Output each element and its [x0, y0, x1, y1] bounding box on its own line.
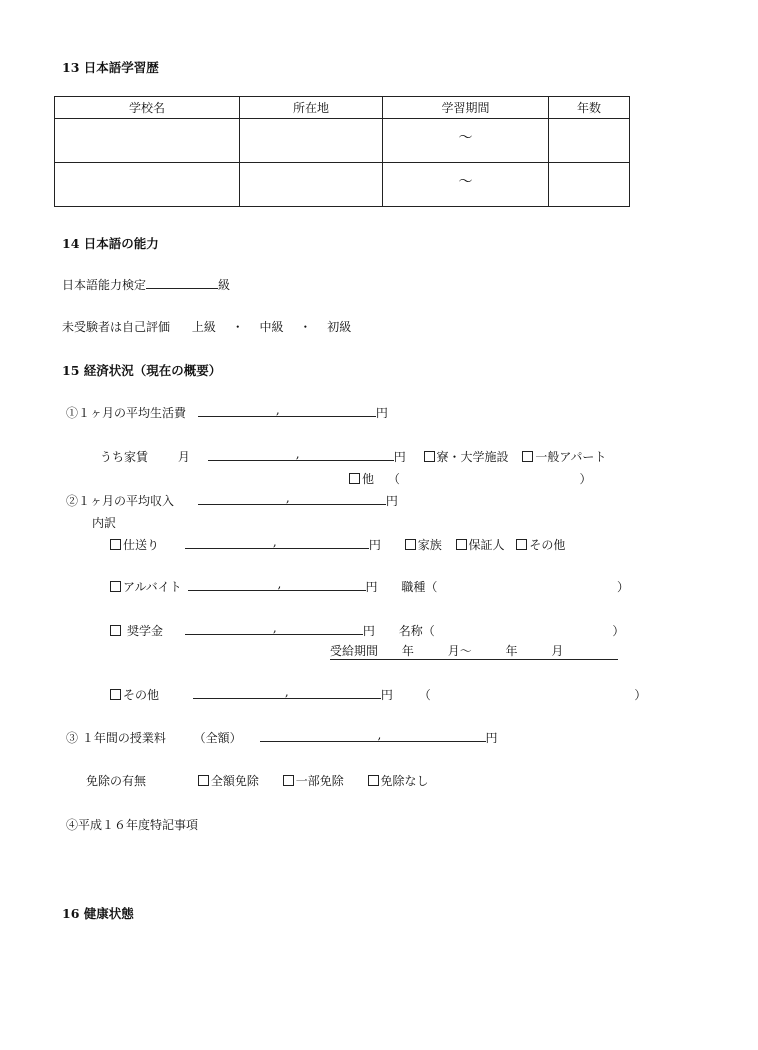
- comma: ,: [284, 685, 289, 699]
- level-intermediate[interactable]: 中級: [259, 320, 284, 334]
- exemption-row: [86, 772, 429, 789]
- family-label: 家族: [417, 538, 442, 552]
- period-cell[interactable]: [383, 119, 549, 163]
- parttime-row: [110, 578, 629, 595]
- family-checkbox[interactable]: [405, 539, 416, 550]
- full-exempt-checkbox[interactable]: [198, 775, 209, 786]
- yen-unit: 円: [385, 494, 398, 508]
- level-advanced[interactable]: 上級: [191, 320, 216, 334]
- jlpt-label: 日本語能力検定: [62, 278, 147, 292]
- job-type-label: 職種（: [401, 580, 438, 594]
- special-notes-field[interactable]: [90, 836, 690, 896]
- period-tilde: ～: [458, 130, 473, 146]
- section-13-heading: 13 日本語学習歴: [62, 60, 159, 75]
- period-label: 受給期間: [330, 644, 379, 658]
- close-paren: ）: [634, 688, 647, 702]
- open-paren: （: [418, 688, 431, 702]
- apartment-checkbox[interactable]: [522, 451, 533, 462]
- apartment-label: 一般アパート: [535, 450, 607, 464]
- yen-unit: 円: [362, 624, 375, 638]
- exemption-label: 免除の有無: [86, 774, 147, 788]
- period-cell[interactable]: [383, 163, 549, 207]
- self-eval-label: 未受験者は自己評価: [62, 320, 171, 334]
- scholarship-name-label: 名称（: [398, 624, 435, 638]
- yen-unit: 円: [485, 731, 498, 745]
- jlpt-unit: 級: [218, 278, 231, 292]
- tuition-row: [66, 729, 498, 746]
- scholarship-period-row: [330, 642, 618, 660]
- school-cell[interactable]: [55, 119, 240, 163]
- income-label: ②１ヶ月の平均収入: [66, 494, 175, 508]
- parttime-label: アルバイト: [123, 580, 182, 594]
- col-years: 年数: [549, 97, 630, 119]
- partial-exempt-label: 一部免除: [295, 774, 344, 788]
- full-exempt-label: 全額免除: [210, 774, 259, 788]
- remittance-row: [110, 536, 565, 553]
- yen-unit: 円: [375, 406, 388, 420]
- location-cell[interactable]: [240, 163, 383, 207]
- scholarship-row: [110, 622, 624, 639]
- guarantor-checkbox[interactable]: [456, 539, 467, 550]
- yen-unit: 円: [380, 688, 393, 702]
- comma: ,: [295, 447, 300, 461]
- living-cost-row: [66, 404, 388, 421]
- other-income-label: その他: [123, 688, 160, 702]
- period-year: 年: [401, 644, 414, 658]
- comma: ,: [285, 491, 290, 505]
- other-housing-checkbox[interactable]: [349, 473, 360, 484]
- comma: ,: [377, 728, 382, 742]
- location-cell[interactable]: [240, 119, 383, 163]
- other-income-checkbox[interactable]: [110, 689, 121, 700]
- school-cell[interactable]: [55, 163, 240, 207]
- comma: ,: [275, 403, 280, 417]
- comma: ,: [277, 577, 282, 591]
- dorm-label: 寮・大学施設: [436, 450, 509, 464]
- dorm-checkbox[interactable]: [424, 451, 435, 462]
- self-eval-row: [62, 318, 351, 335]
- yen-unit: 円: [365, 580, 378, 594]
- comma: ,: [272, 535, 277, 549]
- table-row: [55, 119, 630, 163]
- tuition-field[interactable]: [260, 729, 486, 742]
- month-label: 月: [177, 450, 190, 464]
- sonota-checkbox[interactable]: [516, 539, 527, 550]
- living-cost-label: ①１ヶ月の平均生活費: [66, 406, 187, 420]
- period-year2: 年: [505, 644, 518, 658]
- other-income-field[interactable]: [193, 686, 381, 699]
- guarantor-label: 保証人: [468, 538, 505, 552]
- rent-row: [100, 448, 606, 465]
- jlpt-row: [62, 276, 230, 293]
- level-sep: ・: [231, 320, 244, 334]
- section-15-heading: 15 経済状況（現在の概要）: [62, 363, 222, 378]
- rent-field[interactable]: [208, 448, 394, 461]
- scholarship-field[interactable]: [185, 622, 363, 635]
- health-field[interactable]: [90, 926, 690, 1016]
- tuition-label: ③ １年間の授業料: [66, 731, 166, 745]
- no-exempt-label: 免除なし: [380, 774, 429, 788]
- scholarship-checkbox[interactable]: [110, 625, 121, 636]
- col-period: 学習期間: [383, 97, 549, 119]
- income-row: [66, 492, 398, 509]
- period-month: 月: [551, 644, 564, 658]
- study-history-table: [54, 96, 630, 207]
- remittance-checkbox[interactable]: [110, 539, 121, 550]
- years-cell[interactable]: [549, 163, 630, 207]
- tuition-total-label: （全額）: [193, 731, 242, 745]
- living-cost-field[interactable]: [198, 404, 376, 417]
- col-school: 学校名: [55, 97, 240, 119]
- yen-unit: 円: [393, 450, 406, 464]
- close-paren: ）: [612, 624, 625, 638]
- jlpt-level-field[interactable]: [146, 276, 218, 289]
- no-exempt-checkbox[interactable]: [368, 775, 379, 786]
- open-paren: （: [387, 472, 400, 486]
- parttime-checkbox[interactable]: [110, 581, 121, 592]
- breakdown-label: 内訳: [92, 516, 117, 530]
- period-month-to: 月～: [447, 644, 472, 658]
- rent-label: うち家賃: [100, 450, 149, 464]
- section-14-heading: 14 日本語の能力: [62, 236, 159, 251]
- rent-other-row: [349, 470, 592, 487]
- income-field[interactable]: [198, 492, 386, 505]
- remittance-field[interactable]: [185, 536, 369, 549]
- other-housing-label: 他: [362, 472, 375, 486]
- remittance-label: 仕送り: [123, 538, 160, 552]
- years-cell[interactable]: [549, 119, 630, 163]
- col-location: 所在地: [240, 97, 383, 119]
- close-paren: ）: [617, 580, 630, 594]
- special-notes-label: ④平成１６年度特記事項: [66, 818, 199, 832]
- parttime-field[interactable]: [188, 578, 366, 591]
- sonota-label: その他: [529, 538, 566, 552]
- comma: ,: [272, 621, 277, 635]
- partial-exempt-checkbox[interactable]: [283, 775, 294, 786]
- table-row: [55, 163, 630, 207]
- level-sep: ・: [299, 320, 312, 334]
- yen-unit: 円: [368, 538, 381, 552]
- other-income-row: [110, 686, 646, 703]
- table-header-row: [55, 97, 630, 119]
- section-16-heading: 16 健康状態: [62, 906, 134, 921]
- level-beginner[interactable]: 初級: [327, 320, 352, 334]
- close-paren: ）: [579, 472, 592, 486]
- period-tilde: ～: [458, 174, 473, 190]
- scholarship-label: 奨学金: [127, 624, 164, 638]
